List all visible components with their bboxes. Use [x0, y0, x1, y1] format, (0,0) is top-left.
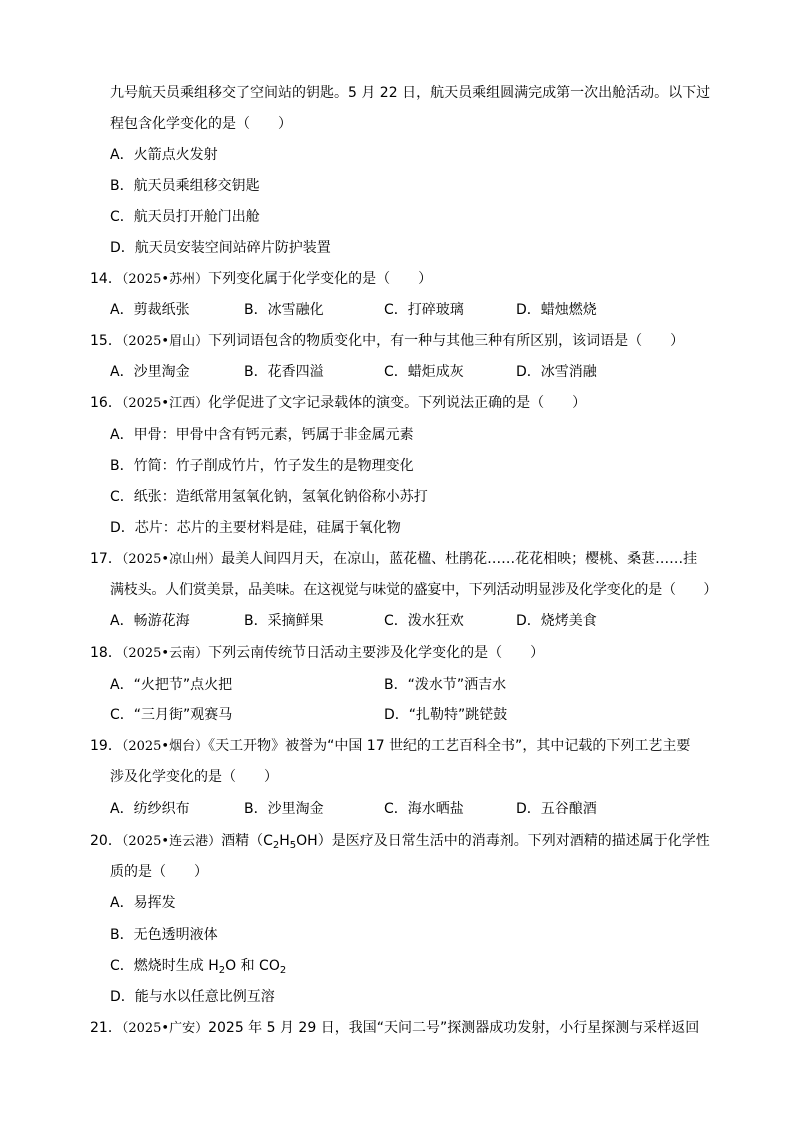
question-source: （2025•云南）	[121, 646, 209, 661]
question-number: 14．	[90, 271, 122, 287]
question-number: 18．	[90, 645, 122, 661]
q13-option-d: D．航天员安装空间站碎片防护装置	[110, 240, 331, 256]
q16-option-a: A．甲骨：甲骨中含有钙元素，钙属于非金属元素	[110, 427, 414, 443]
q17-stem-line2: 满枝头。人们赏美景，品美味。在这视觉与味觉的盛宴中，下列活动明显涉及化学变化的是（ ）	[110, 582, 718, 598]
q18-option-d: D．“扎勒特”跳铓鼓	[384, 707, 508, 723]
q13-stem-line1: 九号航天员乘组移交了空间站的钥匙。5 月 22 日，航天员乘组圆满完成第一次出舱活动。以下过	[110, 85, 711, 101]
q19-option-a: A．纺纱织布	[110, 801, 190, 817]
question-source: （2025•烟台）	[121, 739, 209, 754]
question-text: 最美人间四月天，在凉山，蓝花楹、杜鹃花……花花相映；樱桃、桑葚……挂	[221, 551, 698, 567]
question-text: 《天工开物》被誉为“中国 17 世纪的工艺百科全书”，其中记载的下列工艺主要	[208, 738, 691, 754]
question-source: （2025•江西）	[121, 396, 209, 411]
question-source: （2025•眉山）	[121, 334, 209, 349]
q17-option-d: D．烧烤美食	[516, 613, 597, 629]
q17-option-a: A．畅游花海	[110, 613, 190, 629]
formula-part: 酒精（C	[221, 833, 273, 849]
q21-stem	[90, 1019, 699, 1038]
q20-option-a: A．易挥发	[110, 895, 176, 911]
question-text: 2025 年 5 月 29 日，我国“天问二号”探测器成功发射，小行星探测与采样返回	[208, 1020, 700, 1036]
subscript: 5	[289, 840, 297, 851]
q15-stem	[90, 332, 684, 351]
q14-option-c: C．打碎玻璃	[384, 302, 464, 318]
question-text: 下列变化属于化学变化的是（ ）	[208, 271, 433, 287]
q19-stem-line1	[90, 737, 690, 756]
q16-stem	[90, 394, 586, 413]
q13-option-c: C．航天员打开舱门出舱	[110, 209, 260, 225]
q17-stem-line1	[90, 550, 697, 569]
q19-option-c: C．海水晒盐	[384, 801, 464, 817]
question-number: 15．	[90, 333, 122, 349]
q13-option-a: A．火箭点火发射	[110, 147, 218, 163]
q20-stem-line1	[90, 832, 710, 851]
q20-option-b: B．无色透明液体	[110, 927, 218, 943]
subscript: 2	[279, 965, 287, 976]
q15-option-d: D．冰雪消融	[516, 364, 597, 380]
q15-option-b: B．花香四溢	[244, 364, 324, 380]
q16-option-c: C．纸张：造纸常用氢氧化钠，氢氧化钠俗称小苏打	[110, 489, 428, 505]
q13-option-b: B．航天员乘组移交钥匙	[110, 178, 260, 194]
question-number: 16．	[90, 395, 122, 411]
question-number: 20．	[90, 833, 122, 849]
q17-option-b: B．采摘鲜果	[244, 613, 324, 629]
q15-option-a: A．沙里淘金	[110, 364, 190, 380]
q13-stem-line2: 程包含化学变化的是（ ）	[110, 116, 292, 132]
q19-option-b: B．沙里淘金	[244, 801, 324, 817]
q15-option-c: C．蜡炬成灰	[384, 364, 464, 380]
q18-stem	[90, 644, 544, 663]
question-number: 19．	[90, 738, 122, 754]
q17-option-c: C．泼水狂欢	[384, 613, 464, 629]
q18-option-c: C．“三月街”观赛马	[110, 707, 233, 723]
q14-option-d: D．蜡烛燃烧	[516, 302, 597, 318]
question-source: （2025•凉山州）	[121, 552, 222, 567]
question-text: 下列词语包含的物质变化中，有一种与其他三种有所区别，该词语是（ ）	[208, 333, 685, 349]
q18-option-b: B．“泼水节”洒吉水	[384, 677, 507, 693]
question-source: （2025•连云港）	[121, 834, 222, 849]
option-text: O 和 CO	[225, 958, 280, 974]
q14-stem	[90, 270, 432, 289]
question-text: 下列云南传统节日活动主要涉及化学变化的是（ ）	[208, 645, 545, 661]
q19-stem-line2: 涉及化学变化的是（ ）	[110, 769, 278, 785]
q20-option-d: D．能与水以任意比例互溶	[110, 989, 275, 1005]
question-number: 21．	[90, 1020, 122, 1036]
question-text: OH）是医疗及日常生活中的消毒剂。下列对酒精的描述属于化学性	[296, 833, 710, 849]
question-source: （2025•苏州）	[121, 272, 209, 287]
q16-option-d: D．芯片：芯片的主要材料是硅，硅属于氧化物	[110, 520, 401, 536]
subscript: 2	[218, 965, 226, 976]
question-source: （2025•广安）	[121, 1021, 209, 1036]
option-text: C．燃烧时生成 H	[110, 958, 219, 974]
q14-option-a: A．剪裁纸张	[110, 302, 190, 318]
question-number: 17．	[90, 551, 122, 567]
q20-option-c	[110, 957, 286, 975]
question-text: 化学促进了文字记录载体的演变。下列说法正确的是（ ）	[208, 395, 587, 411]
q18-option-a: A．“火把节”点火把	[110, 677, 233, 693]
q16-option-b: B．竹简：竹子削成竹片，竹子发生的是物理变化	[110, 458, 414, 474]
subscript: 2	[272, 840, 280, 851]
q14-option-b: B．冰雪融化	[244, 302, 324, 318]
q20-stem-line2: 质的是（ ）	[110, 864, 208, 880]
formula-part: H	[279, 833, 290, 849]
q19-option-d: D．五谷酿酒	[516, 801, 597, 817]
